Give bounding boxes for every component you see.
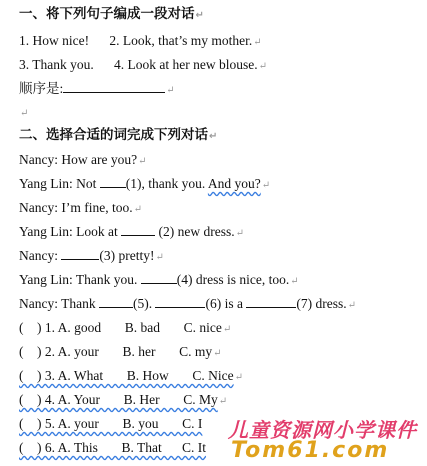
blank-2[interactable] [121,223,155,236]
dialogue-line-3 [19,199,142,219]
dialogue-text: (7) dress. [296,296,347,311]
sentence-text: 3. Thank you. 4. Look at her new blouse. [19,57,258,72]
dialogue-text: Yang Lin: Not [19,176,100,191]
dialogue-text: Nancy: I’m fine, too. [19,200,133,215]
order-label: 顺序是: [19,81,64,96]
sentence-line-2 [19,56,267,76]
dialogue-text: (1), thank you. [125,176,208,191]
option-row-6 [19,439,206,457]
dialogue-text: (2) new dress. [155,224,235,239]
blank-7[interactable] [246,295,296,308]
section1-title [19,5,204,25]
section2-title-text: 二、选择合适的词完成下列对话 [19,127,208,143]
option-row-2 [19,343,222,363]
dialogue-text: Yang Lin: Thank you. [19,272,141,287]
paragraph-mark: ↵ [195,10,204,21]
option-text: ( ) 3. A. What B. How C. Nice [19,368,234,383]
dialogue-text: (4) dress is nice, too. [176,272,290,287]
paragraph-mark: ↵ [234,372,243,383]
paragraph-mark: ↵ [290,276,299,287]
paragraph-mark: ↵ [261,180,271,191]
paragraph-mark: ↵ [218,396,228,407]
dialogue-line-7 [19,295,356,315]
option-text: ( ) 4. A. Your B. Her C. My [19,392,218,407]
section1-title-text: 一、将下列句子编成一段对话 [19,6,195,22]
paragraph-mark: ↵ [209,131,218,142]
paragraph-mark: ↵ [138,156,147,167]
blank-1[interactable] [100,175,126,188]
sentence-line-1 [19,32,262,52]
blank-5[interactable] [99,295,133,308]
option-row-1 [19,319,231,339]
paragraph-mark: ↵ [133,204,142,215]
order-blank[interactable] [63,80,165,93]
empty-line [19,103,28,123]
blank-6[interactable] [155,295,205,308]
dialogue-line-5 [19,247,164,267]
order-line [19,80,175,100]
blank-4[interactable] [141,271,177,284]
paragraph-mark: ↵ [258,61,267,72]
dialogue-line-2 [19,175,270,195]
option-text: ( ) 2. A. your B. her C. my [19,344,213,359]
watermark-logo [209,414,421,464]
dialogue-text: Yang Lin: Look at [19,224,122,239]
paragraph-mark: ↵ [155,252,164,263]
option-row-4 [19,391,227,411]
section2-title [19,126,217,146]
dialogue-text: Nancy: How are you? [19,152,138,167]
option-row-3 [19,367,243,387]
paragraph-mark: ↵ [347,300,356,311]
paragraph-mark: ↵ [253,37,262,48]
blank-3[interactable] [61,247,99,260]
option-row-5 [19,415,202,433]
paragraph-mark: ↵ [222,324,232,335]
option-text: ( ) 5. A. your B. you C. I [19,416,203,431]
dialogue-line-1 [19,151,146,171]
watermark-cn: 儿童资源网小学课件 [228,418,417,442]
option-text: ( ) 6. A. This B. That C. It [19,440,207,455]
dialogue-text: (3) pretty! [99,248,155,263]
dialogue-text: (5). [132,296,156,311]
dialogue-text-flagged: And you? [207,176,261,191]
paragraph-mark: ↵ [213,348,222,359]
paragraph-mark: ↵ [235,228,245,239]
watermark-en: Tom61.com [231,438,390,463]
paragraph-mark: ↵ [20,108,29,119]
dialogue-line-6 [19,271,299,291]
paragraph-mark: ↵ [166,85,175,96]
dialogue-text: Nancy: Thank [19,296,99,311]
option-text: ( ) 1. A. good B. bad C. nice [19,320,222,335]
sentence-text: 1. How nice! 2. Look, that’s my mother. [19,33,253,48]
dialogue-text: (6) is a [205,296,247,311]
dialogue-text: Nancy: [19,248,62,263]
dialogue-line-4 [19,223,244,243]
